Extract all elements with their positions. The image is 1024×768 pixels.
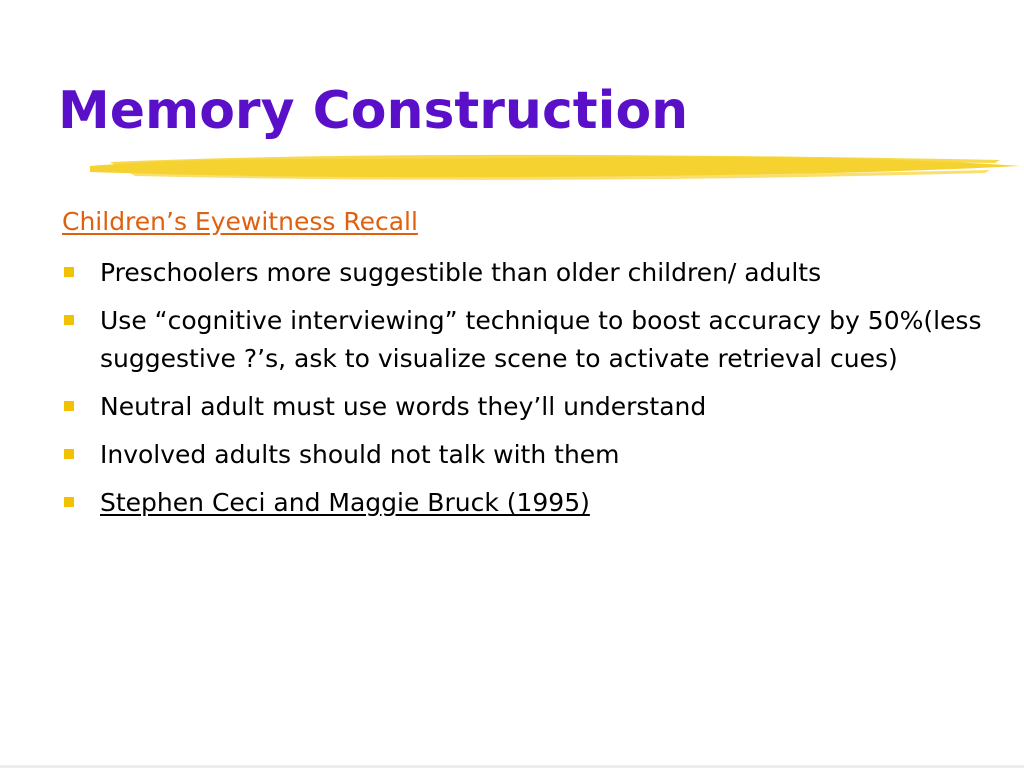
bullet-list [62,254,992,532]
square-bullet-icon [64,315,74,325]
square-bullet-icon [64,497,74,507]
square-bullet-icon [64,267,74,277]
bullet-item [62,302,992,378]
bullet-item [62,254,992,292]
bullet-item [62,436,992,474]
square-bullet-icon [64,401,74,411]
bullet-item [62,388,992,426]
slide-title: Memory Construction [58,81,689,141]
title-underline-brush-stroke [90,146,1020,186]
bullet-item-reference-link[interactable] [62,484,992,522]
section-subheading-link[interactable]: Children’s Eyewitness Recall [62,207,418,236]
reference-link-text[interactable]: Stephen Ceci and Maggie Bruck (1995) [100,488,590,517]
bullet-text: Preschoolers more suggestible than older children/ adults [100,258,822,287]
bullet-text: Involved adults should not talk with them [100,440,620,469]
square-bullet-icon [64,449,74,459]
bullet-text: Neutral adult must use words they’ll understand [100,392,707,421]
bullet-text: Use “cognitive interviewing” technique to boost accuracy by 50%(less suggestive ?’s, ask to visualize scene to activate retrieval cues) [100,306,982,373]
